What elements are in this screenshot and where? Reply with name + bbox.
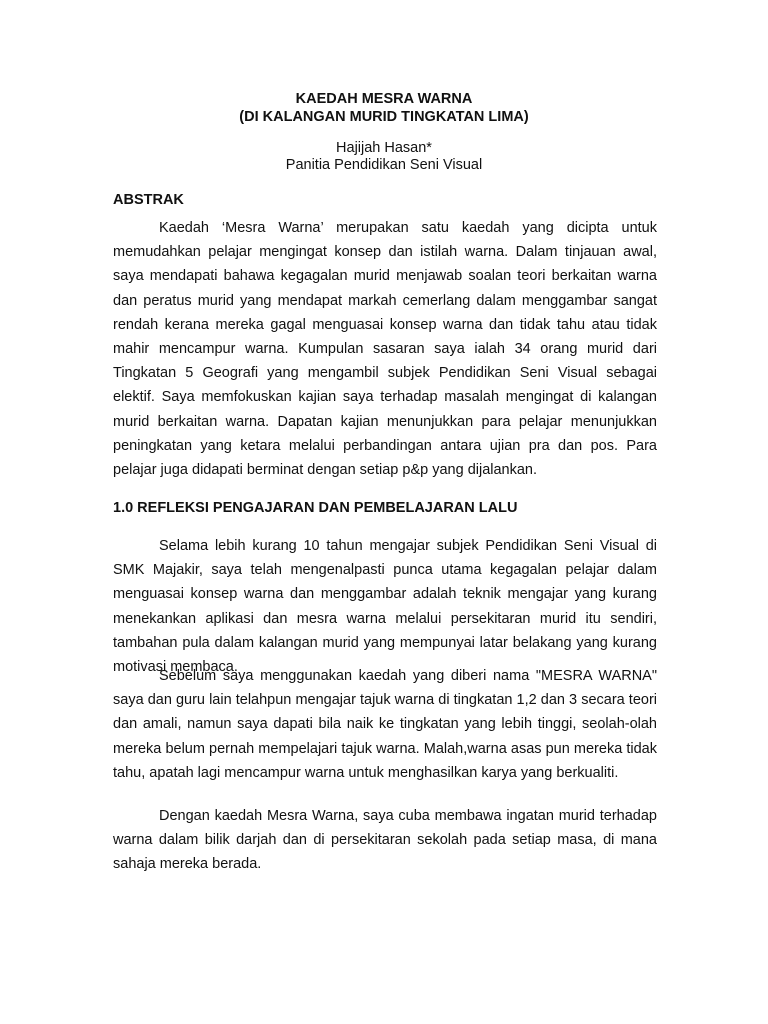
body-paragraph-1: Selama lebih kurang 10 tahun mengajar subjek Pendidikan Seni Visual di SMK Majakir, saya telah mengenalpasti punca utama kegagalan pelajar dalam menguasai konsep warna dan menggambar adalah teknik mengajar yang kurang menekankan aplikasi dan mesra warna melalui persekitaran murid itu sendiri, tambahan pula dalam kalangan murid yang mempunyai latar belakang yang kurang motivasi membaca. (113, 538, 657, 676)
author-name: Hajijah Hasan* (336, 140, 432, 156)
body-paragraph-2: Sebelum saya menggunakan kaedah yang diberi nama "MESRA WARNA" saya dan guru lain telahpun mengajar tajuk warna di tingkatan 1,2 dan 3 secara teori dan amali, namun saya dapati bila naik ke tingkatan yang lebih tinggi, seolah-olah mereka belum pernah mempelajari tajuk warna. Malah,warna asas pun mereka tidak tahu, apatah lagi mencampur warna untuk menghasilkan karya yang berkualiti. (113, 668, 657, 781)
body-paragraph-3: Dengan kaedah Mesra Warna, saya cuba membawa ingatan murid terhadap warna dalam bilik darjah dan di persekitaran sekolah pada setiap masa, di mana sahaja mereka berada. (113, 808, 657, 873)
section-heading: 1.0 REFLEKSI PENGAJARAN DAN PEMBELAJARAN LALU (113, 500, 518, 516)
abstract-heading: ABSTRAK (113, 192, 184, 208)
author-affiliation: Panitia Pendidikan Seni Visual (285, 157, 483, 173)
document-subtitle: (DI KALANGAN MURID TINGKATAN LIMA) (239, 109, 529, 125)
abstract-paragraph: Kaedah ‘Mesra Warna’ merupakan satu kaedah yang dicipta untuk memudahkan pelajar mengingat konsep dan istilah warna. Dalam tinjauan awal, saya mendapati bahawa kegagalan murid menjawab soalan teori berkaitan warna dan peratus murid yang mendapat markah cemerlang dalam menggambar sangat rendah kerana mereka gagal menguasai konsep warna dan tidak tahu atau tidak mahir mencampur warna. Kumpulan sasaran saya ialah 34 orang murid dari Tingkatan 5 Geografi yang mengambil subjek Pendidikan Seni Visual sebagai elektif. Saya memfokuskan kajian saya terhadap masalah mengingat di kalangan murid berkaitan warna. Dapatan kajian menunjukkan para pelajar menunjukkan peningkatan yang ketara melalui perbandingan antara ujian pra dan pos. Para pelajar juga didapati berminat dengan setiap p&p yang dijalankan. (113, 220, 657, 479)
document-title: KAEDAH MESRA WARNA (295, 91, 473, 107)
